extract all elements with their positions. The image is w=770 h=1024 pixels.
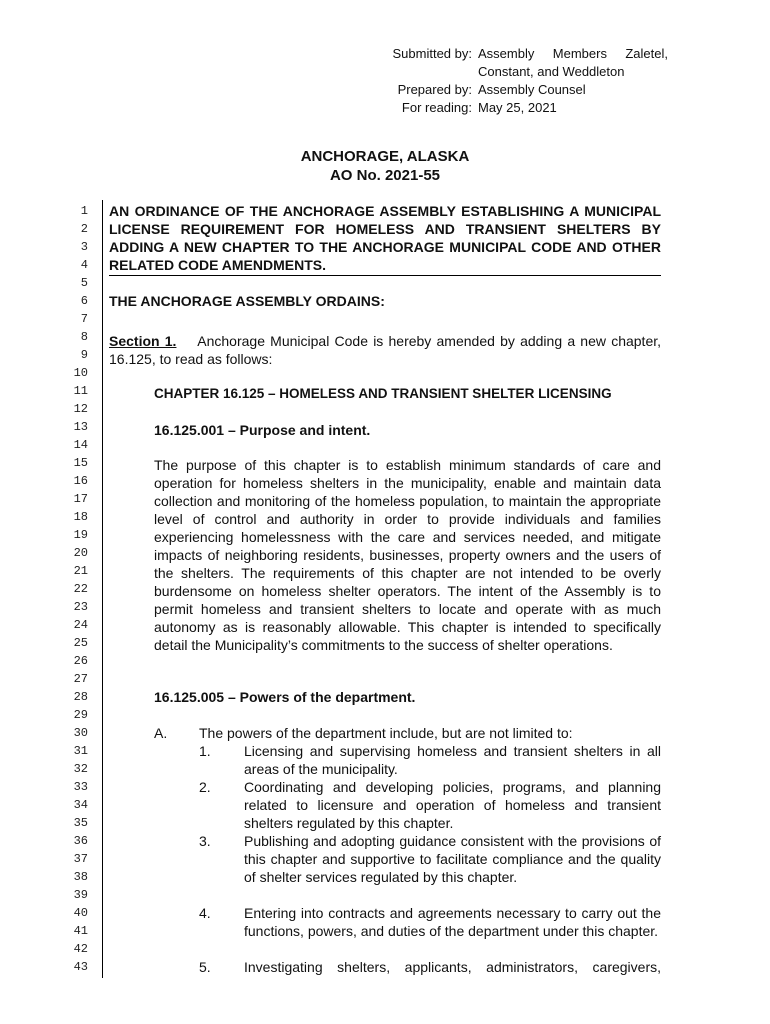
chapter-heading: CHAPTER 16.125 – HOMELESS AND TRANSIENT SHELTER LICENSING xyxy=(154,386,612,401)
line-number: 14 xyxy=(73,438,88,452)
line-number: 22 xyxy=(73,582,88,596)
line-number: 16 xyxy=(73,474,88,488)
prepared-by-value: Assembly Counsel xyxy=(478,82,586,97)
line-number: 5 xyxy=(80,276,88,290)
line-number: 39 xyxy=(73,888,88,902)
line-number: 30 xyxy=(73,726,88,740)
line-number-rule xyxy=(102,200,103,978)
line-number: 26 xyxy=(73,654,88,668)
line-number: 28 xyxy=(73,690,88,704)
list-item-number: 4. xyxy=(199,905,211,921)
line-number: 19 xyxy=(73,528,88,542)
line-number: 2 xyxy=(80,222,88,236)
list-item-number: 5. xyxy=(199,959,211,975)
line-number: 10 xyxy=(73,366,88,380)
submitted-by-label: Submitted by: xyxy=(392,46,472,61)
line-number: 40 xyxy=(73,906,88,920)
line-number: 9 xyxy=(80,348,88,362)
list-item-number: 3. xyxy=(199,833,211,849)
list-item-number: 1. xyxy=(199,743,211,759)
list-item-text: Publishing and adopting guidance consistent with the provisions of this chapter and supportive to facilitate compliance and the quality of shelter services regulated by this chapter. xyxy=(244,833,661,885)
line-number: 15 xyxy=(73,456,88,470)
line-number: 6 xyxy=(80,294,88,308)
line-number: 12 xyxy=(73,402,88,416)
document-title-number: AO No. 2021-55 xyxy=(329,167,441,184)
line-number: 21 xyxy=(73,564,88,578)
line-number: 33 xyxy=(73,780,88,794)
for-reading-label: For reading: xyxy=(401,100,472,115)
document-title-city: ANCHORAGE, ALASKA xyxy=(300,148,470,165)
line-number: 1 xyxy=(80,204,88,218)
list-item-text: Entering into contracts and agreements necessary to carry out the functions, powers, and duties of the department under this chapter. xyxy=(244,905,661,939)
line-number: 7 xyxy=(80,312,88,326)
section-001-text: The purpose of this chapter is to establish minimum standards of care and operation for homeless shelters in the municipality, enable and maintain data collection and monitoring of the homeless population, to maintain the appropriate level of control and authority in order to provide individuals and families experiencing homelessness with the care and services needed, and mitigate impacts of neighboring residents, businesses, property owners and the users of the shelters. The requirements of this chapter are not intended to be overly burdensome on homeless shelter operators. The intent of the Assembly is to permit homeless and transient shelters to locate and operate with as much autonomy as is reasonably allowable. This chapter is intended to specifically detail the Municipality’s commitments to the success of shelter operations. xyxy=(154,457,661,653)
line-number: 27 xyxy=(73,672,88,686)
line-number: 11 xyxy=(73,384,88,398)
list-item-text: Licensing and supervising homeless and transient shelters in all areas of the municipality. xyxy=(244,743,661,777)
line-number: 41 xyxy=(73,924,88,938)
line-number: 25 xyxy=(73,636,88,650)
line-number: 38 xyxy=(73,870,88,884)
line-number: 20 xyxy=(73,546,88,560)
submitted-by-value-2: Constant, and Weddleton xyxy=(478,64,625,79)
line-number: 43 xyxy=(73,960,88,974)
line-number: 4 xyxy=(80,258,88,272)
section-1 xyxy=(109,332,661,368)
line-number: 34 xyxy=(73,798,88,812)
line-number: 13 xyxy=(73,420,88,434)
line-number: 24 xyxy=(73,618,88,632)
prepared-by-label: Prepared by: xyxy=(397,82,472,97)
line-number: 29 xyxy=(73,708,88,722)
line-number: 42 xyxy=(73,942,88,956)
subsection-a-label: A. xyxy=(154,725,168,741)
ordains-statement: THE ANCHORAGE ASSEMBLY ORDAINS: xyxy=(109,293,385,309)
submission-header xyxy=(368,45,668,117)
line-number: 35 xyxy=(73,816,88,830)
section-001-heading: 16.125.001 – Purpose and intent. xyxy=(154,422,371,438)
line-number: 17 xyxy=(73,492,88,506)
submitted-by-value-1: Assembly Members Zaletel, xyxy=(478,46,668,61)
line-number: 37 xyxy=(73,852,88,866)
line-number: 23 xyxy=(73,600,88,614)
for-reading-value: May 25, 2021 xyxy=(478,100,557,115)
section-005-heading: 16.125.005 – Powers of the department. xyxy=(154,689,416,705)
line-number: 32 xyxy=(73,762,88,776)
list-item-number: 2. xyxy=(199,779,211,795)
ordinance-title: AN ORDINANCE OF THE ANCHORAGE ASSEMBLY ESTABLISHING A MUNICIPAL LICENSE REQUIREMENT FOR HOMELESS AND TRANSIENT SHELTERS BY ADDING A NEW CHAPTER TO THE ANCHORAGE MUNICIPAL CODE AND OTHER RELATED CODE AMENDMENTS. xyxy=(109,202,661,276)
line-number: 8 xyxy=(80,330,88,344)
list-item-text: Investigating shelters, applicants, administrators, caregivers, xyxy=(244,959,661,975)
subsection-a-text: The powers of the department include, but are not limited to: xyxy=(199,725,573,741)
line-number: 31 xyxy=(73,744,88,758)
line-number: 18 xyxy=(73,510,88,524)
section-1-text: Anchorage Municipal Code is hereby amended by adding a new chapter, 16.125, to read as follows: xyxy=(109,333,662,367)
section-1-label: Section 1. xyxy=(109,333,177,349)
line-number: 36 xyxy=(73,834,88,848)
list-item-text: Coordinating and developing policies, programs, and planning related to licensure and operation of homeless and transient shelters regulated by this chapter. xyxy=(244,779,661,831)
line-number: 3 xyxy=(80,240,88,254)
